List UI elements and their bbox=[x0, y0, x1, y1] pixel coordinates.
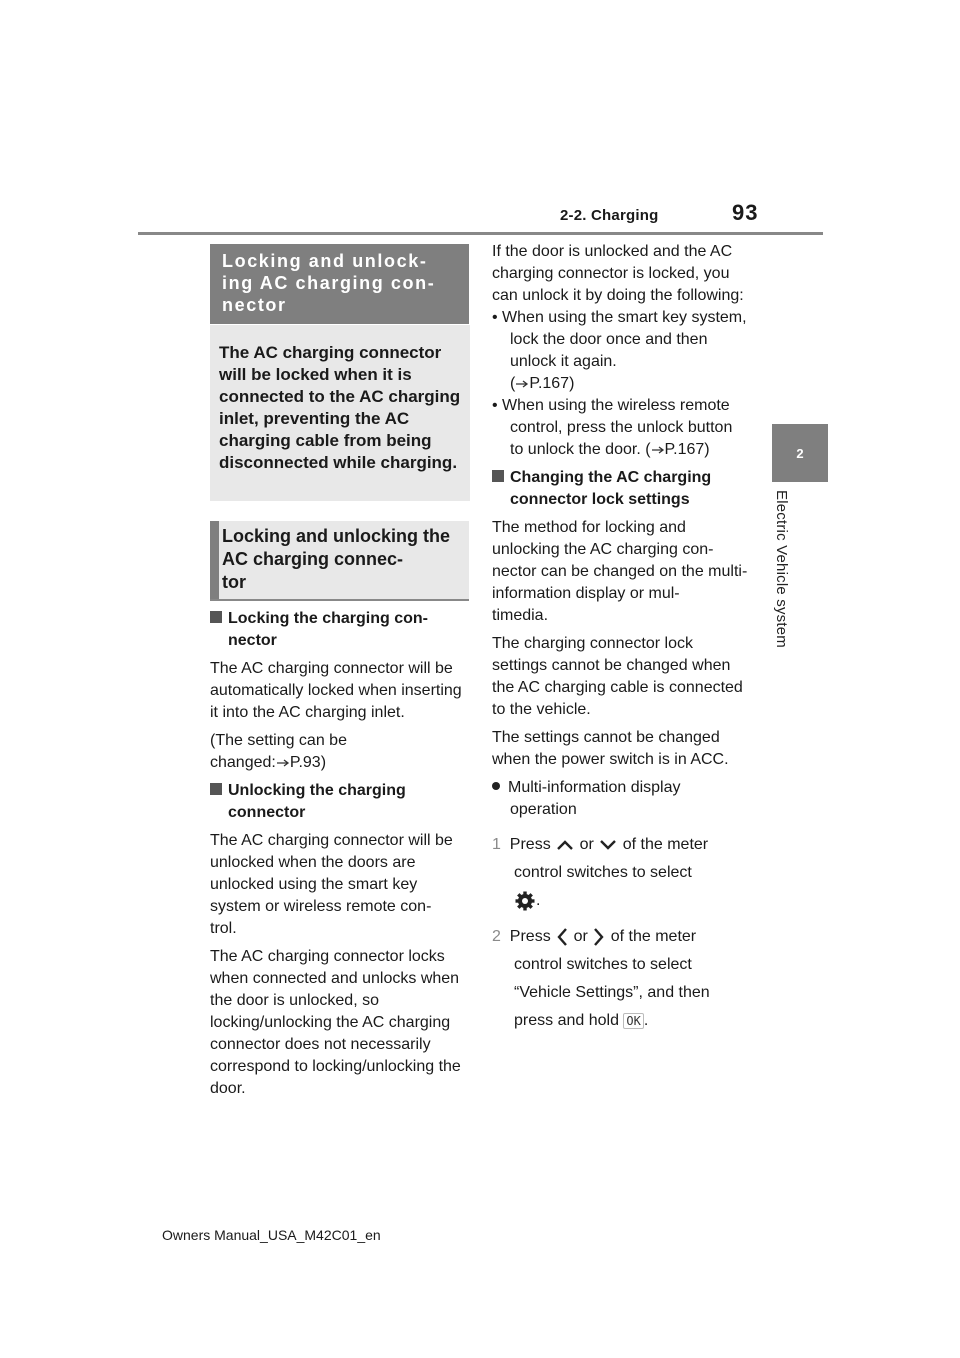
subsection-rule bbox=[210, 599, 469, 601]
step-1-select: control switches to select bbox=[514, 864, 692, 881]
heading-locking bbox=[210, 608, 472, 652]
header-rule bbox=[138, 232, 823, 235]
bullet-smart-key-text: When using the smart key system, lock the door once and then unlock it again. bbox=[502, 309, 747, 370]
step-1-meter: of the meter bbox=[622, 836, 709, 853]
step-2-meter: of the meter bbox=[610, 928, 697, 945]
para-intro: If the door is unlocked and the AC charging connector is locked, you can unlock it by doing the following: bbox=[492, 243, 744, 304]
page-number: 93 bbox=[732, 200, 759, 225]
chevron-right-icon bbox=[592, 928, 606, 945]
heading-unlocking-text: Unlocking the charging connector bbox=[228, 782, 406, 821]
para-locking: The AC charging connector will be automatically locked when inserting it into the AC charging inlet. bbox=[210, 660, 462, 721]
para-method: The method for locking and unlocking the AC charging con- nector can be changed on the multi-information display or mul- timedia. bbox=[492, 519, 748, 624]
wireless-page-ref[interactable]: P.167) bbox=[664, 441, 710, 458]
step-2-press-hold: press and hold bbox=[514, 1012, 619, 1029]
para-setting-b bbox=[210, 752, 472, 774]
arrow-right-icon bbox=[276, 754, 290, 771]
heading-multi-info bbox=[492, 777, 748, 821]
setting-page-ref[interactable]: P.93) bbox=[289, 754, 327, 771]
step-2 bbox=[492, 923, 748, 1035]
subsection-heading-box bbox=[210, 521, 469, 599]
arrow-right-icon bbox=[515, 375, 529, 392]
chevron-up-icon bbox=[555, 836, 575, 853]
section-heading-box bbox=[210, 244, 469, 324]
para-unlocking: The AC charging connector will be unlocked when the doors are unlocked using the smart key system or wireless remote con- trol. bbox=[210, 832, 453, 937]
step-2-number: 2 bbox=[492, 928, 501, 945]
heading-locking-text: Locking the charging con- nector bbox=[228, 610, 429, 649]
step-2-press: Press bbox=[509, 928, 551, 945]
arrow-right-icon bbox=[651, 441, 665, 458]
chapter-number: 2 bbox=[796, 445, 804, 461]
heading-changing bbox=[492, 467, 748, 511]
intro-text: The AC charging connector will be locked when it is connected to the AC charging inlet, preventing the AC charging cable from being disconnected while charging. bbox=[219, 343, 461, 472]
chevron-down-icon bbox=[598, 836, 618, 853]
right-body bbox=[492, 241, 748, 1035]
gear-icon bbox=[514, 892, 536, 909]
section-heading: Locking and unlock- ing AC charging con- nector bbox=[222, 251, 436, 315]
bullet-smart-key: • When using the smart key system, lock the door once and then unlock it again. ( P.167) bbox=[492, 309, 747, 392]
intro-box bbox=[210, 325, 470, 501]
step-2-select: control switches to select bbox=[514, 956, 692, 973]
square-bullet-icon bbox=[210, 611, 222, 623]
ok-button-icon: OK bbox=[623, 1013, 643, 1029]
square-bullet-icon bbox=[210, 783, 222, 795]
heading-unlocking bbox=[210, 780, 472, 824]
para-cannot-cable: The charging connector lock settings cannot be changed when the AC charging cable is connected to the vehicle. bbox=[492, 635, 743, 718]
heading-multi-info-text: Multi-information display operation bbox=[508, 779, 681, 818]
step-2-vehicle-settings: “Vehicle Settings”, and then bbox=[514, 984, 710, 1001]
chapter-tab bbox=[772, 424, 828, 482]
bullet-wireless-text: When using the wireless remote control, press the unlock button to unlock the door. ( bbox=[502, 397, 733, 458]
square-bullet-icon bbox=[492, 470, 504, 482]
para-setting-a: (The setting can be bbox=[210, 732, 347, 749]
step-1-press: Press bbox=[509, 836, 551, 853]
para-locks: The AC charging connector locks when connected and unlocks when the door is unlocked, so locking/unlocking the AC charging connector does not necessarily correspond to locking/unlocking the door. bbox=[210, 948, 461, 1097]
left-body bbox=[210, 608, 472, 1100]
chapter-side-text: Electric Vehicle system bbox=[773, 490, 790, 648]
bullet-wireless: • When using the wireless remote control, press the unlock button to unlock the door. ( P.167) bbox=[492, 397, 733, 458]
section-title: 2-2. Charging bbox=[560, 207, 659, 224]
step-1-number: 1 bbox=[492, 836, 501, 853]
step-1-or: or bbox=[579, 836, 594, 853]
step-1-end: . bbox=[536, 892, 541, 909]
step-2-or: or bbox=[573, 928, 588, 945]
step-2-end: . bbox=[643, 1012, 649, 1029]
footer-manual-id: Owners Manual_USA_M42C01_en bbox=[162, 1227, 381, 1243]
heading-changing-text: Changing the AC charging connector lock settings bbox=[510, 469, 712, 508]
chevron-left-icon bbox=[555, 928, 569, 945]
smart-key-page-ref[interactable]: P.167) bbox=[529, 375, 575, 392]
para-setting-b-text: changed: bbox=[210, 754, 276, 771]
filled-circle-icon bbox=[492, 782, 500, 790]
chapter-side-label bbox=[758, 490, 818, 670]
para-cannot-acc: The settings cannot be changed when the power switch is in ACC. bbox=[492, 729, 729, 768]
step-1 bbox=[492, 831, 748, 915]
subsection-bar bbox=[210, 521, 219, 599]
subsection-heading: Locking and unlocking the AC charging connec- tor bbox=[222, 526, 451, 592]
